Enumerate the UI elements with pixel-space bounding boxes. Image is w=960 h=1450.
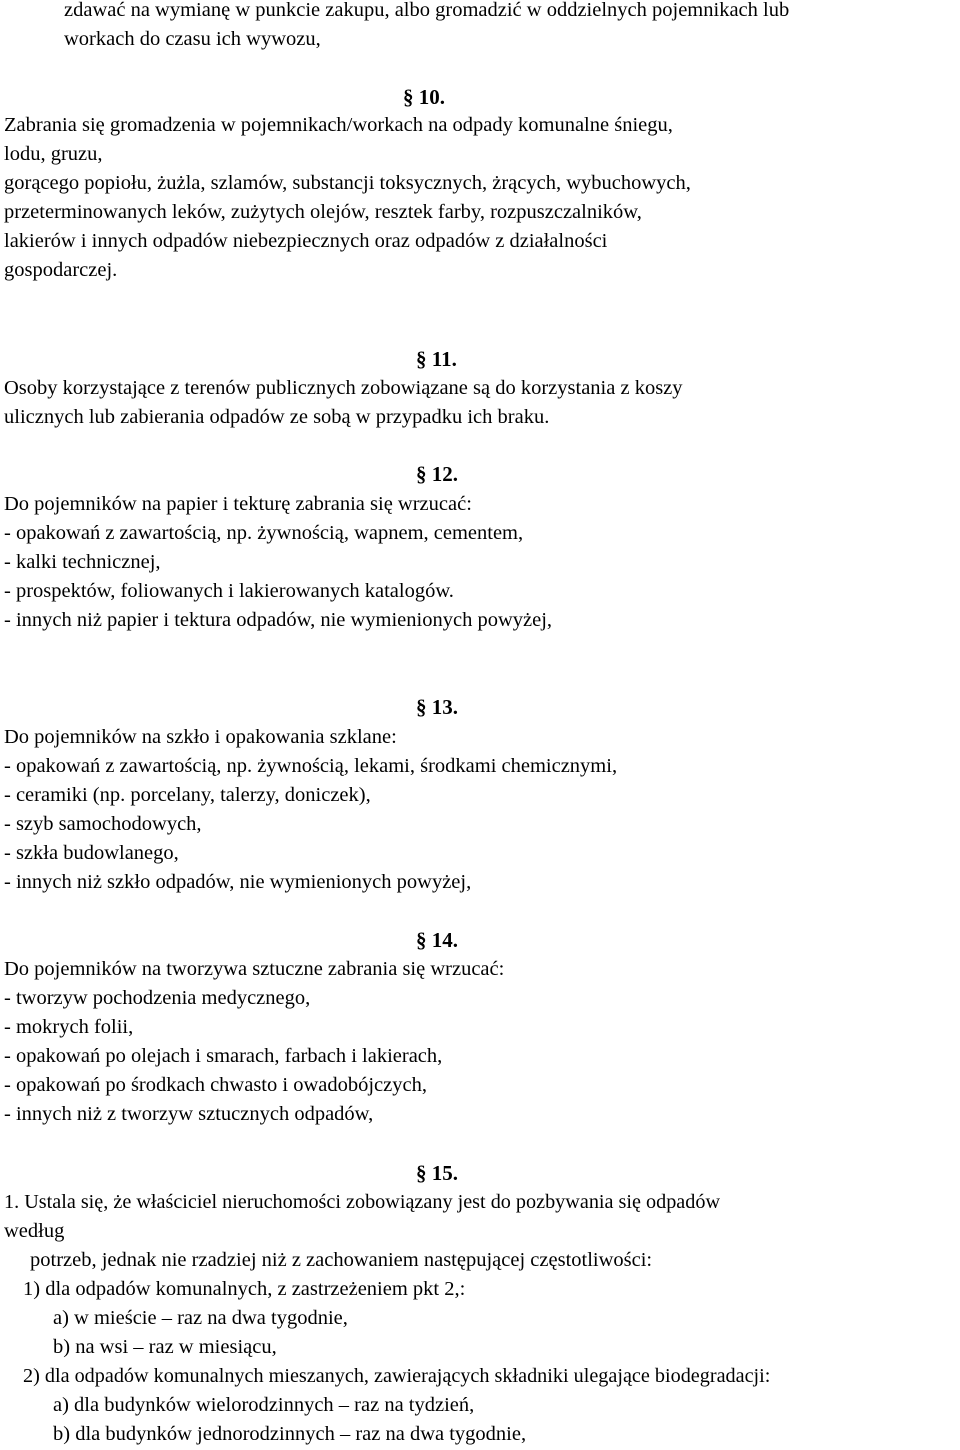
section-14-line: Do pojemników na tworzywa sztuczne zabrania się wrzucać: bbox=[4, 958, 505, 980]
section-13-heading bbox=[416, 693, 458, 722]
section-number: 10. bbox=[418, 85, 445, 109]
section-12-heading bbox=[416, 460, 458, 489]
section-10-line: gorącego popiołu, żużla, szlamów, substancji toksycznych, żrących, wybuchowych, bbox=[4, 172, 691, 194]
section-14-line: - mokrych folii, bbox=[4, 1016, 134, 1038]
section-15-line: b) dla budynków jednorodzinnych – raz na dwa tygodnie, bbox=[53, 1423, 527, 1445]
section-15-line: według bbox=[4, 1220, 65, 1242]
section-sign: § bbox=[416, 347, 427, 371]
section-15-line: 2) dla odpadów komunalnych mieszanych, zawierających składniki ulegające biodegradacji: bbox=[23, 1365, 771, 1387]
section-10-heading bbox=[403, 83, 445, 112]
section-11-line: ulicznych lub zabierania odpadów ze sobą w przypadku ich braku. bbox=[4, 406, 550, 428]
section-14-heading bbox=[416, 926, 458, 955]
section-number: 14. bbox=[431, 928, 458, 952]
section-number: 11. bbox=[431, 347, 457, 371]
section-13-line: - innych niż szkło odpadów, nie wymienionych powyżej, bbox=[4, 871, 472, 893]
section-number: 15. bbox=[431, 1161, 458, 1185]
section-10-line: lodu, gruzu, bbox=[4, 143, 103, 165]
section-sign: § bbox=[416, 462, 427, 486]
section-13-line: - opakowań z zawartością, np. żywnością, lekami, środkami chemicznymi, bbox=[4, 755, 618, 777]
section-13-line: - szkła budowlanego, bbox=[4, 842, 179, 864]
section-12-line: Do pojemników na papier i tekturę zabrania się wrzucać: bbox=[4, 493, 472, 515]
section-15-line: 1. Ustala się, że właściciel nieruchomości zobowiązany jest do pozbywania się odpadów bbox=[4, 1191, 721, 1213]
section-sign: § bbox=[416, 695, 427, 719]
section-15-heading bbox=[416, 1159, 458, 1188]
section-15-line: a) w mieście – raz na dwa tygodnie, bbox=[53, 1307, 348, 1329]
section-10-line: gospodarczej. bbox=[4, 259, 118, 281]
section-10-line: przeterminowanych leków, zużytych olejów, resztek farby, rozpuszczalników, bbox=[4, 201, 642, 223]
section-sign: § bbox=[403, 85, 414, 109]
section-sign: § bbox=[416, 1161, 427, 1185]
section-number: 12. bbox=[431, 462, 458, 486]
section-11-heading bbox=[416, 345, 457, 374]
section-14-line: - opakowań po olejach i smarach, farbach i lakierach, bbox=[4, 1045, 443, 1067]
section-13-line: - szyb samochodowych, bbox=[4, 813, 202, 835]
section-15-line: 1) dla odpadów komunalnych, z zastrzeżeniem pkt 2,: bbox=[23, 1278, 466, 1300]
intro-line: zdawać na wymianę w punkcie zakupu, albo gromadzić w oddzielnych pojemnikach lub bbox=[64, 0, 790, 21]
section-number: 13. bbox=[431, 695, 458, 719]
section-12-line: - innych niż papier i tektura odpadów, nie wymienionych powyżej, bbox=[4, 609, 553, 631]
section-sign: § bbox=[416, 928, 427, 952]
section-12-line: - prospektów, foliowanych i lakierowanych katalogów. bbox=[4, 580, 454, 602]
section-10-line: Zabrania się gromadzenia w pojemnikach/workach na odpady komunalne śniegu, bbox=[4, 114, 673, 136]
section-13-line: - ceramiki (np. porcelany, talerzy, doniczek), bbox=[4, 784, 371, 806]
section-14-line: - innych niż z tworzyw sztucznych odpadów, bbox=[4, 1103, 374, 1125]
section-11-line: Osoby korzystające z terenów publicznych zobowiązane są do korzystania z koszy bbox=[4, 377, 683, 399]
section-14-line: - opakowań po środkach chwasto i owadobójczych, bbox=[4, 1074, 427, 1096]
section-15-line: b) na wsi – raz w miesiącu, bbox=[53, 1336, 277, 1358]
section-15-line: a) dla budynków wielorodzinnych – raz na tydzień, bbox=[53, 1394, 475, 1416]
intro-line: workach do czasu ich wywozu, bbox=[64, 28, 321, 50]
section-15-line: potrzeb, jednak nie rzadziej niż z zachowaniem następującej częstotliwości: bbox=[30, 1249, 653, 1271]
section-10-line: lakierów i innych odpadów niebezpiecznych oraz odpadów z działalności bbox=[4, 230, 608, 252]
section-13-line: Do pojemników na szkło i opakowania szklane: bbox=[4, 726, 397, 748]
section-12-line: - opakowań z zawartością, np. żywnością, wapnem, cementem, bbox=[4, 522, 524, 544]
section-14-line: - tworzyw pochodzenia medycznego, bbox=[4, 987, 311, 1009]
section-12-line: - kalki technicznej, bbox=[4, 551, 161, 573]
